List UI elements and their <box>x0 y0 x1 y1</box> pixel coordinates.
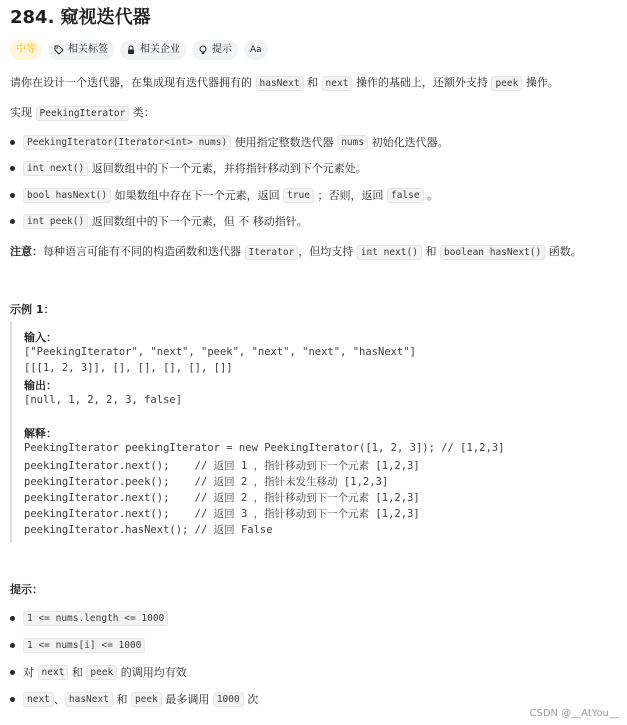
inline-code: int peek() <box>23 214 88 229</box>
text: 实现 <box>10 106 32 119</box>
bullet-dot <box>10 166 15 171</box>
explain-line: peekingIterator.peek(); // 返回 2 ，指针未发生移动 [1,2,3] <box>24 476 389 488</box>
lightbulb-icon <box>198 45 208 55</box>
explain-line: peekingIterator.hasNext(); // 返回 False <box>24 524 273 536</box>
inline-code: hasNext <box>65 692 113 707</box>
explain-line: peekingIterator.next(); // 返回 3 ，指针移动到下一个元素 [1,2,3] <box>24 508 420 520</box>
input-line-2: [[[1, 2, 3]], [], [], [], [], []] <box>24 362 233 374</box>
text: 类： <box>132 106 155 119</box>
inline-code: boolean hasNext() <box>440 245 545 260</box>
list-item <box>10 691 258 707</box>
list-item <box>10 160 367 176</box>
text: 返回数组中的下一个元素，但 不 移动指针。 <box>91 215 308 228</box>
inline-code: next <box>23 692 54 707</box>
text: ；否则，返回 <box>317 189 384 202</box>
hint-label: 提示 <box>212 44 232 55</box>
text: 和 <box>71 666 83 679</box>
difficulty-badge[interactable] <box>10 40 42 60</box>
list-item <box>10 213 308 229</box>
list-item <box>10 134 449 150</box>
related-companies-button[interactable] <box>120 40 186 60</box>
bullet-dot <box>10 643 15 648</box>
text: 函数。 <box>548 245 582 258</box>
font-size-icon: Aa <box>250 45 262 55</box>
inline-code: next <box>38 665 69 680</box>
inline-code: peek <box>131 692 162 707</box>
text: 对 <box>23 666 34 679</box>
input-line-1: ["PeekingIterator", "next", "peek", "next", "next", "hasNext"] <box>24 346 416 358</box>
text: 次 <box>247 693 259 706</box>
text: 操作的基础上，还额外支持 <box>355 76 488 89</box>
description-paragraph-2 <box>10 104 155 120</box>
text: 、 <box>53 693 65 706</box>
text: 初始化迭代器。 <box>371 136 449 149</box>
text: 返回数组中的下一个元素，并将指针移动到下个元素处。 <box>91 162 367 175</box>
inline-code: 1 <= nums.length <= 1000 <box>23 611 168 626</box>
bullet-dot <box>10 193 15 198</box>
inline-code: peek <box>491 76 522 91</box>
tag-icon <box>54 45 64 55</box>
note-label: 注意： <box>10 245 43 258</box>
output-label: 输出： <box>24 379 57 392</box>
inline-code: int next() <box>357 245 422 260</box>
bullet-dot <box>10 670 15 675</box>
inline-code: bool hasNext() <box>23 188 111 203</box>
explain-label: 解释： <box>24 427 57 440</box>
input-label: 输入： <box>24 331 57 344</box>
inline-code: next <box>322 76 353 91</box>
text: 使用指定整数迭代器 <box>234 136 334 149</box>
text: 。 <box>427 189 439 202</box>
bullet-dot <box>10 697 15 702</box>
inline-code: Iterator <box>245 245 299 260</box>
list-item <box>10 638 145 653</box>
inline-code: 1 <= nums[i] <= 1000 <box>23 638 145 653</box>
text: 最多调用 <box>165 693 210 706</box>
text: 和 <box>425 245 437 258</box>
inline-code: PeekingIterator(Iterator<int> nums) <box>23 135 231 150</box>
text: 的调用均有效 <box>120 666 187 679</box>
text: 每种语言可能有不同的构造函数和迭代器 <box>43 245 241 258</box>
explain-line: peekingIterator.next(); // 返回 1 ，指针移动到下一个元素 [1,2,3] <box>24 460 420 472</box>
lock-icon <box>126 45 136 55</box>
text: ，但均支持 <box>298 245 354 258</box>
constraints-heading: 提示： <box>10 583 43 596</box>
related-tags-button[interactable] <box>48 40 114 60</box>
text: 和 <box>116 693 128 706</box>
page-title: 284. 窥视迭代器 <box>10 7 151 28</box>
difficulty-label: 中等 <box>16 44 36 55</box>
inline-code: 1000 <box>213 692 244 707</box>
bullet-dot <box>10 140 15 145</box>
related-companies-label: 相关企业 <box>140 44 180 55</box>
tag-row <box>10 40 268 60</box>
inline-code: nums <box>337 135 368 150</box>
text: 操作。 <box>525 76 559 89</box>
explain-line: PeekingIterator peekingIterator = new PeekingIterator([1, 2, 3]); // [1,2,3] <box>24 442 505 454</box>
bullet-dot <box>10 219 15 224</box>
list-item <box>10 187 438 203</box>
explain-line: peekingIterator.next(); // 返回 2 ，指针移动到下一个元素 [1,2,3] <box>24 492 420 504</box>
example-heading: 示例 1： <box>10 303 55 316</box>
hint-button[interactable] <box>192 40 238 60</box>
inline-code: PeekingIterator <box>36 106 130 121</box>
inline-code: false <box>387 188 424 203</box>
list-item <box>10 611 168 626</box>
watermark: CSDN @__AtYou__ <box>529 708 619 719</box>
text: 和 <box>307 76 319 89</box>
inline-code: int next() <box>23 161 88 176</box>
text: 请你在设计一个迭代器，在集成现有迭代器拥有的 <box>10 76 252 89</box>
note-paragraph <box>10 243 582 259</box>
output-line: [null, 1, 2, 2, 3, false] <box>24 394 183 406</box>
related-tags-label: 相关标签 <box>68 44 108 55</box>
list-item <box>10 664 187 680</box>
description-paragraph-1 <box>10 74 559 90</box>
bullet-dot <box>10 616 15 621</box>
text: 如果数组中存在下一个元素，返回 <box>114 189 280 202</box>
inline-code: true <box>283 188 314 203</box>
inline-code: peek <box>86 665 117 680</box>
inline-code: hasNext <box>256 76 304 91</box>
font-size-button[interactable] <box>244 40 268 60</box>
